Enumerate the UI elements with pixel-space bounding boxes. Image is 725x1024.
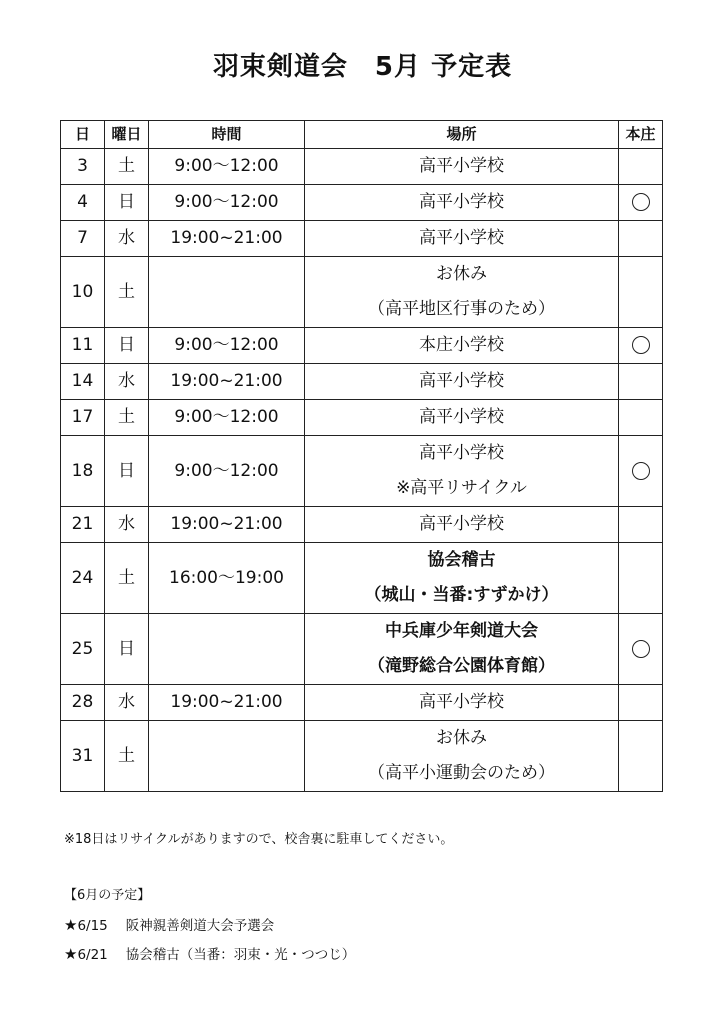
cell-place (305, 328, 619, 364)
place-line: 高平小学校 (419, 443, 504, 463)
cell-honjo (619, 328, 663, 364)
circle-mark-icon (632, 336, 650, 354)
cell-honjo (619, 507, 663, 543)
header-honjo: 本庄 (619, 121, 663, 149)
table-row (61, 685, 663, 721)
cell-place (305, 507, 619, 543)
cell-place (305, 436, 619, 507)
place-line: 高平小学校 (419, 514, 504, 534)
cell-honjo (619, 436, 663, 507)
cell-place (305, 543, 619, 614)
cell-weekday: 水 (105, 364, 149, 400)
place-line: 高平小学校 (419, 228, 504, 248)
page-title: 羽束剣道会 5月 予定表 (212, 52, 513, 82)
place-line: お休み (436, 264, 487, 284)
circle-mark-icon (632, 462, 650, 480)
header-time: 時間 (149, 121, 305, 149)
circle-mark-icon (632, 193, 650, 211)
cell-place (305, 721, 619, 792)
cell-weekday: 水 (105, 507, 149, 543)
cell-time: 19:00~21:00 (149, 221, 305, 257)
cell-time (149, 257, 305, 328)
cell-day: 3 (61, 149, 105, 185)
cell-honjo (619, 543, 663, 614)
table-row (61, 543, 663, 614)
cell-time: 19:00~21:00 (149, 685, 305, 721)
place-line: （滝野総合公園体育館） (368, 656, 555, 676)
cell-day: 28 (61, 685, 105, 721)
cell-honjo (619, 614, 663, 685)
table-row (61, 185, 663, 221)
cell-weekday: 土 (105, 543, 149, 614)
table-row (61, 614, 663, 685)
parking-note: ※18日はリサイクルがありますので、校舎裏に駐車してください。 (64, 832, 454, 847)
cell-day: 17 (61, 400, 105, 436)
cell-weekday: 土 (105, 721, 149, 792)
table-row (61, 328, 663, 364)
schedule-table (60, 120, 663, 792)
cell-honjo (619, 721, 663, 792)
cell-day: 4 (61, 185, 105, 221)
header-weekday: 曜日 (105, 121, 149, 149)
cell-weekday: 日 (105, 614, 149, 685)
cell-day: 14 (61, 364, 105, 400)
cell-weekday: 日 (105, 436, 149, 507)
cell-time: 19:00~21:00 (149, 364, 305, 400)
cell-place (305, 149, 619, 185)
cell-time: 9:00～12:00 (149, 400, 305, 436)
cell-day: 31 (61, 721, 105, 792)
june-item-date: 6/15 (77, 918, 108, 934)
place-line: 高平小学校 (419, 692, 504, 712)
cell-day: 24 (61, 543, 105, 614)
june-item-date: 6/21 (77, 947, 108, 963)
table-row (61, 436, 663, 507)
cell-place (305, 614, 619, 685)
cell-day: 11 (61, 328, 105, 364)
place-line: 高平小学校 (419, 156, 504, 176)
cell-place (305, 400, 619, 436)
place-line: 高平小学校 (419, 371, 504, 391)
cell-time: 9:00～12:00 (149, 185, 305, 221)
cell-weekday: 水 (105, 221, 149, 257)
table-row (61, 257, 663, 328)
june-item (64, 914, 274, 934)
cell-weekday: 土 (105, 149, 149, 185)
cell-weekday: 土 (105, 400, 149, 436)
schedule-body (61, 149, 663, 792)
place-line: 協会稽古 (427, 550, 496, 570)
cell-weekday: 日 (105, 328, 149, 364)
cell-honjo (619, 185, 663, 221)
cell-weekday: 水 (105, 685, 149, 721)
table-row (61, 364, 663, 400)
cell-weekday: 土 (105, 257, 149, 328)
table-row (61, 400, 663, 436)
place-line: （高平小運動会のため） (368, 763, 555, 783)
place-line: 高平小学校 (419, 192, 504, 212)
cell-honjo (619, 364, 663, 400)
cell-day: 10 (61, 257, 105, 328)
cell-honjo (619, 221, 663, 257)
cell-time: 19:00~21:00 (149, 507, 305, 543)
header-place: 場所 (305, 121, 619, 149)
cell-time (149, 614, 305, 685)
cell-place (305, 257, 619, 328)
cell-day: 18 (61, 436, 105, 507)
cell-honjo (619, 257, 663, 328)
table-row (61, 507, 663, 543)
cell-honjo (619, 400, 663, 436)
star-icon: ★ (64, 916, 78, 934)
cell-day: 7 (61, 221, 105, 257)
june-heading: 【6月の予定】 (64, 888, 151, 903)
cell-honjo (619, 685, 663, 721)
cell-day: 21 (61, 507, 105, 543)
place-line: 本庄小学校 (419, 335, 504, 355)
cell-time: 16:00～19:00 (149, 543, 305, 614)
table-header-row (61, 121, 663, 149)
cell-place (305, 221, 619, 257)
cell-time (149, 721, 305, 792)
cell-time: 9:00～12:00 (149, 328, 305, 364)
place-line: （城山・当番:すずかけ） (364, 585, 559, 605)
cell-day: 25 (61, 614, 105, 685)
june-item-text: 協会稽古（当番：羽束・光・つつじ） (125, 947, 356, 963)
table-row (61, 221, 663, 257)
star-icon: ★ (64, 945, 78, 963)
cell-place (305, 364, 619, 400)
cell-place (305, 685, 619, 721)
cell-weekday: 日 (105, 185, 149, 221)
table-row (61, 721, 663, 792)
cell-time: 9:00～12:00 (149, 436, 305, 507)
cell-honjo (619, 149, 663, 185)
place-line: お休み (436, 728, 487, 748)
header-day: 日 (61, 121, 105, 149)
place-line: 高平小学校 (419, 407, 504, 427)
table-row (61, 149, 663, 185)
place-line: 中兵庫少年剣道大会 (385, 621, 538, 641)
place-line: （高平地区行事のため） (368, 299, 555, 319)
circle-mark-icon (632, 640, 650, 658)
place-line: ※高平リサイクル (396, 478, 527, 498)
june-item-text: 阪神親善剣道大会予選会 (125, 918, 275, 934)
june-item (64, 943, 355, 963)
cell-time: 9:00～12:00 (149, 149, 305, 185)
cell-place (305, 185, 619, 221)
